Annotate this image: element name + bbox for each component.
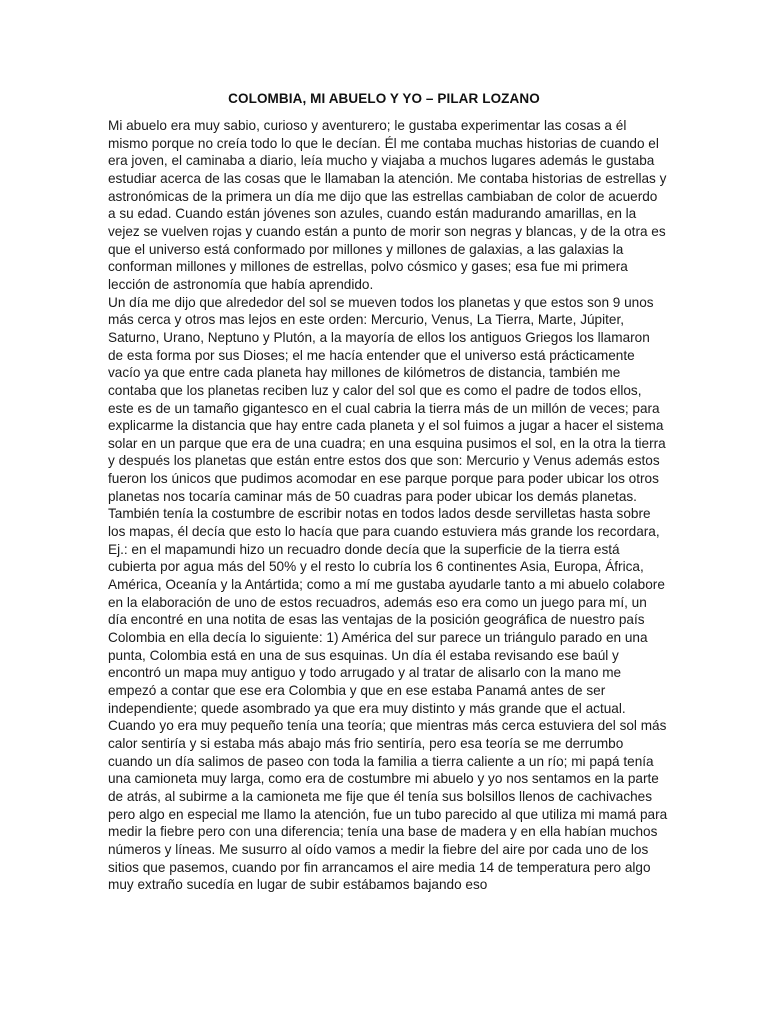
paragraph-1: Mi abuelo era muy sabio, curioso y aventurero; le gustaba experimentar las cosas a él mismo porque no creía todo lo que le decían. Él me contaba muchas historias de cuando el era joven, el caminaba a diario, leía mucho y viajaba a muchos lugares además le gustaba estudiar acerca de las cosas que le llamaban la atención. Me contaba historias de estrellas y astronómicas de la primera un día me dijo que las estrellas cambiaban de color de acuerdo a su edad. Cuando están jóvenes son azules, cuando están madurando amarillas, en la vejez se vuelven rojas y cuando están a punto de morir son negras y blancas, y de la otra es que el universo está conformado por millones y millones de galaxias, a las galaxias la conforman millones y millones de estrellas, polvo cósmico y gases; esa fue mi primera lección de astronomía que había aprendido. <box>108 118 667 292</box>
document-body <box>108 117 668 894</box>
paragraph-4: Cuando yo era muy pequeño tenía una teoría; que mientras más cerca estuviera del sol más calor sentiría y si estaba más abajo más frio sentiría, pero esa teoría se me derrumbo cuando un día salimos de paseo con toda la familia a tierra caliente a un río; mi papá tenía una camioneta muy larga, como era de costumbre mi abuelo y yo nos sentamos en la parte de atrás, al subirme a la camioneta me fije que él tenía sus bolsillos llenos de cachivaches pero algo en especial me llamo la atención, fue un tubo parecido al que utiliza mi mamá para medir la fiebre pero con una diferencia; tenía una base de madera y en ella habían muchos números y líneas. Me susurro al oído vamos a medir la fiebre del aire por cada uno de los sitios que pasemos, cuando por fin arrancamos el aire media 14 de temperatura pero algo muy extraño sucedía en lugar de subir estábamos bajando eso <box>108 718 668 893</box>
paragraph-2: Un día me dijo que alrededor del sol se mueven todos los planetas y que estos son 9 unos más cerca y otros mas lejos en este orden: Mercurio, Venus, La Tierra, Marte, Júpiter, Saturno, Urano, Neptuno y Plutón, a la mayoría de ellos los antiguos Griegos los llamaron de esta forma por sus Dioses; el me hacía entender que el universo está prácticamente vacío ya que entre cada planeta hay millones de kilómetros de distancia, también me contaba que los planetas reciben luz y calor del sol que es como el padre de todos ellos, este es de un tamaño gigantesco en el cual cabria la tierra más de un millón de veces; para explicarme la distancia que hay entre cada planeta y el sol fuimos a jugar a hacer el sistema solar en un parque que era de una cuadra; en una esquina pusimos el sol, en la otra la tierra y después los planetas que están entre estos dos que son: Mercurio y Venus además estos fueron los únicos que pudimos acomodar en ese parque porque para poder ubicar los otros planetas nos tocaría caminar más de 50 cuadras para poder ubicar los demás planetas. <box>108 294 666 504</box>
document-title: COLOMBIA, MI ABUELO Y YO – PILAR LOZANO <box>228 91 540 106</box>
paragraph-3: También tenía la costumbre de escribir notas en todos lados desde servilletas hasta sobre los mapas, él decía que esto lo hacía que para cuando estuviera más grande los recordara, Ej.: en el mapamundi hizo un recuadro donde decía que la superficie de la tierra está cubierta por agua más del 50% y el resto lo cubría los 6 continentes Asia, Europa, África, América, Oceanía y la Antártida; como a mí me gustaba ayudarle tanto a mi abuelo colabore en la elaboración de uno de estos recuadros, además eso era como un juego para mí, un día encontré en una notita de esas las ventajas de la posición geográfica de nuestro país Colombia en ella decía lo siguiente: 1) América del sur parece un triángulo parado en una punta, Colombia está en una de sus esquinas. Un día él estaba revisando ese baúl y encontró un mapa muy antiguo y todo arrugado y al tratar de alisarlo con la mano me empezó a contar que ese era Colombia y que en ese estaba Panamá antes de ser independiente; quede asombrado ya que era muy distinto y más grande que el actual. <box>108 506 665 716</box>
